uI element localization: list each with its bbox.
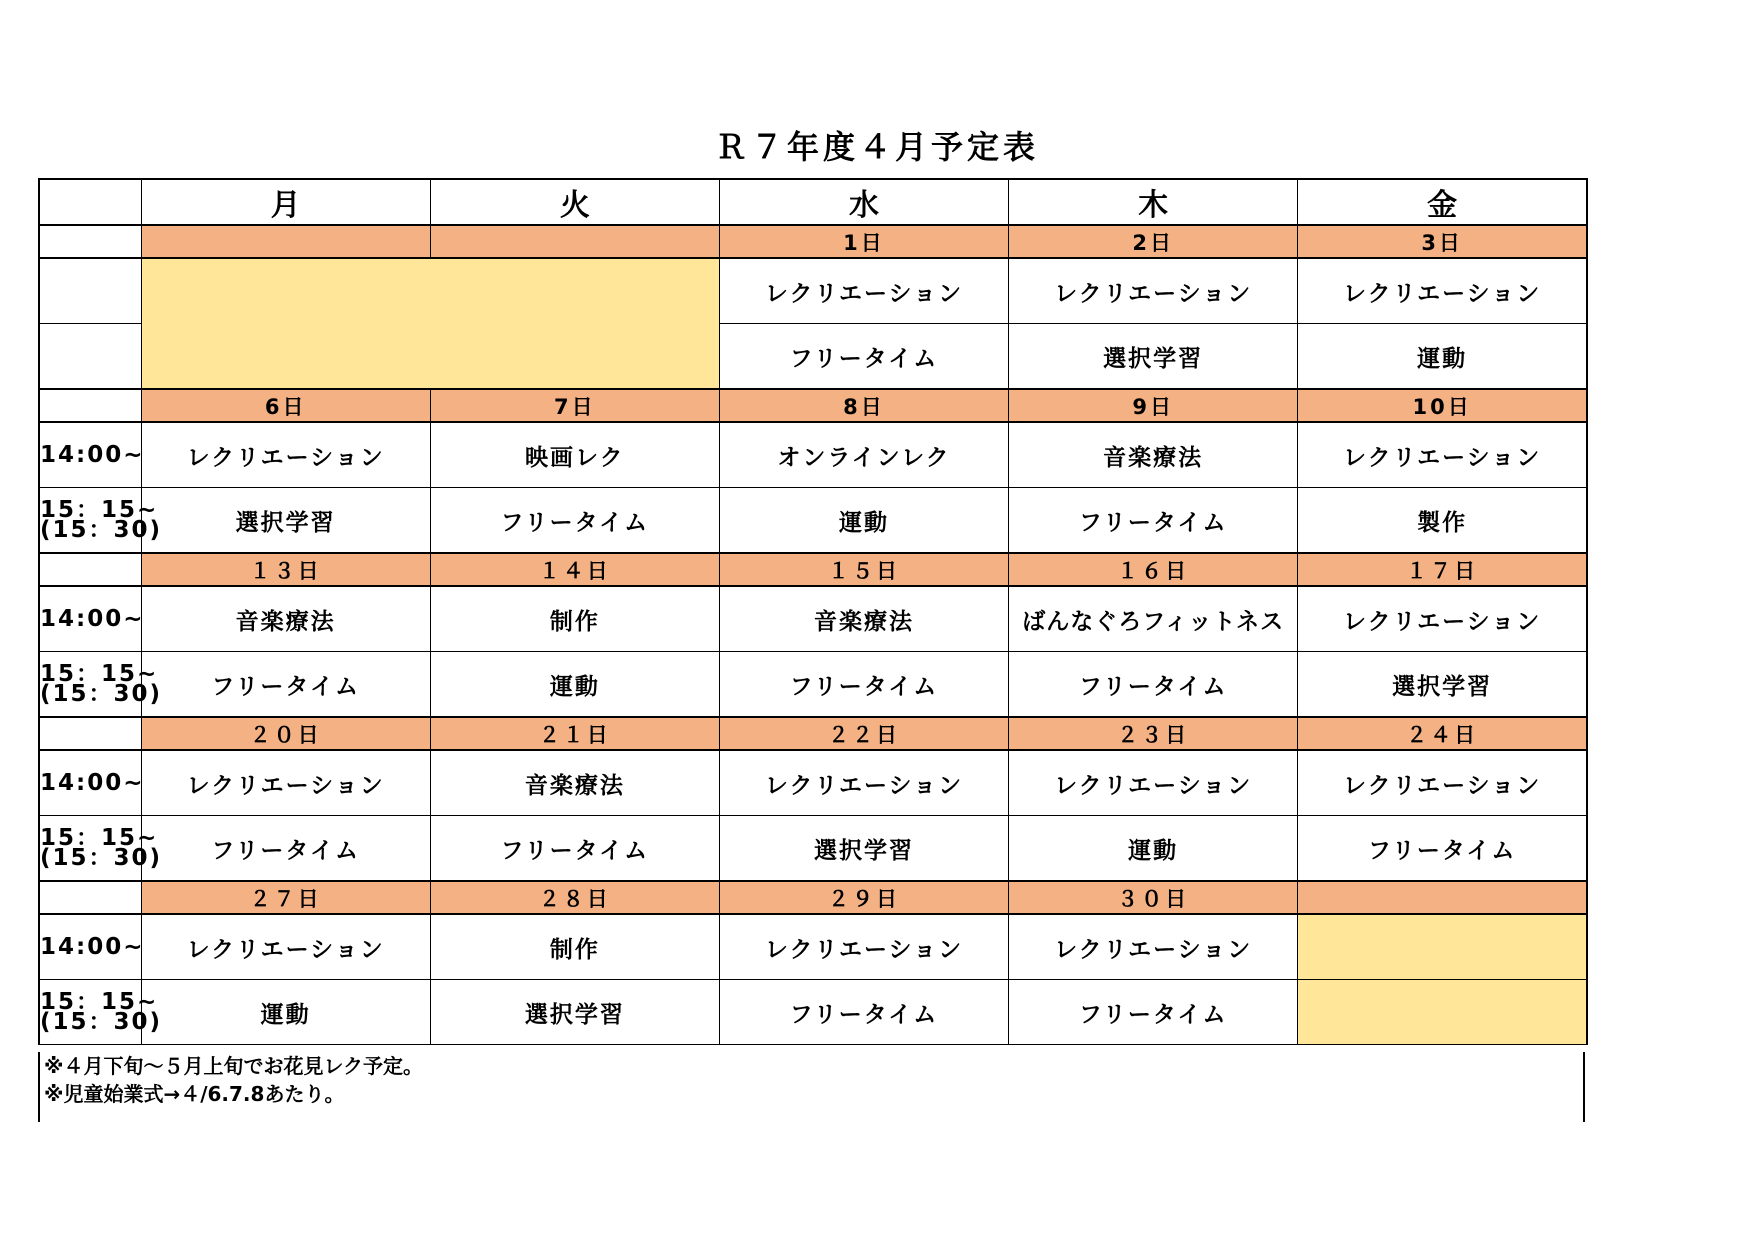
time-label: 14:00~ [39, 750, 141, 816]
activity-cell: レクリエーション [1009, 258, 1298, 324]
time-label [39, 816, 163, 882]
date-cell: １４日 [430, 553, 719, 586]
date-cell: 1日 [719, 225, 1008, 258]
note-line: ※４月下旬～５月上旬でお花見レク予定。 [44, 1054, 424, 1078]
date-cell: 6日 [141, 389, 430, 422]
weekday-wed: 水 [719, 179, 1008, 225]
date-cell: ２３日 [1009, 717, 1298, 750]
activity-row [39, 586, 1587, 652]
time-alt: (15：30) [40, 517, 163, 543]
activity-cell: フリータイム [141, 652, 430, 718]
no-school-cell [1298, 980, 1587, 1045]
time-blank [39, 881, 141, 914]
date-cell [430, 225, 719, 258]
date-cell: ３０日 [1009, 881, 1298, 914]
activity-row [39, 750, 1587, 816]
note-line: ※児童始業式→４/6.7.8あたり。 [44, 1082, 345, 1106]
date-cell: ２０日 [141, 717, 430, 750]
activity-row [39, 488, 1587, 554]
weekday-mon: 月 [141, 179, 430, 225]
activity-cell: レクリエーション [1298, 586, 1587, 652]
time-start: 15：15~ [40, 825, 159, 851]
time-blank [39, 225, 141, 258]
time-blank [39, 324, 141, 390]
activity-cell: 運動 [1009, 816, 1298, 882]
activity-cell: レクリエーション [141, 750, 430, 816]
activity-cell: レクリエーション [1298, 258, 1587, 324]
date-cell: １６日 [1009, 553, 1298, 586]
time-alt: (15：30) [40, 681, 163, 707]
time-start: 15：15~ [40, 497, 159, 523]
date-cell: 2日 [1009, 225, 1298, 258]
time-blank [39, 717, 141, 750]
no-school-cell [141, 258, 719, 389]
activity-cell: レクリエーション [1298, 750, 1587, 816]
date-cell: ２４日 [1298, 717, 1587, 750]
activity-cell: 制作 [430, 586, 719, 652]
activity-row [39, 914, 1587, 980]
time-start: 15：15~ [40, 661, 159, 687]
activity-cell: フリータイム [1009, 980, 1298, 1045]
activity-cell: 音楽療法 [141, 586, 430, 652]
date-cell: ２７日 [141, 881, 430, 914]
activity-cell: フリータイム [719, 980, 1008, 1045]
weekday-fri: 金 [1298, 179, 1587, 225]
activity-cell: フリータイム [430, 816, 719, 882]
time-start: 15：15~ [40, 989, 159, 1015]
activity-cell: ばんなぐろフィットネス [1009, 586, 1298, 652]
date-row [39, 553, 1587, 586]
time-label: 14:00~ [39, 586, 141, 652]
activity-row [39, 422, 1587, 488]
time-blank [39, 389, 141, 422]
activity-cell: フリータイム [1009, 652, 1298, 718]
activity-cell: 音楽療法 [1009, 422, 1298, 488]
activity-cell: フリータイム [719, 652, 1008, 718]
date-cell [141, 225, 430, 258]
time-alt: (15：30) [40, 845, 163, 871]
no-school-cell [1298, 914, 1587, 980]
date-cell: １３日 [141, 553, 430, 586]
page-title: Ｒ７年度４月予定表 [714, 128, 1039, 166]
activity-cell: 映画レク [430, 422, 719, 488]
activity-cell: 選択学習 [719, 816, 1008, 882]
date-row [39, 881, 1587, 914]
time-label: 14:00~ [39, 422, 141, 488]
date-cell: １５日 [719, 553, 1008, 586]
activity-cell: レクリエーション [1009, 914, 1298, 980]
activity-cell: 製作 [1298, 488, 1587, 554]
activity-cell: 選択学習 [141, 488, 430, 554]
notes-box [38, 1052, 1585, 1122]
time-label [39, 488, 163, 554]
date-cell: ２２日 [719, 717, 1008, 750]
date-cell: 10日 [1298, 389, 1587, 422]
activity-row [39, 816, 1587, 882]
activity-cell: フリータイム [1298, 816, 1587, 882]
time-label: 14:00~ [39, 914, 141, 980]
time-alt: (15：30) [40, 1009, 163, 1035]
time-label [39, 980, 163, 1045]
date-cell: 9日 [1009, 389, 1298, 422]
activity-cell: レクリエーション [141, 422, 430, 488]
schedule-table [38, 178, 1588, 1045]
activity-row [39, 980, 1587, 1045]
date-row [39, 717, 1587, 750]
date-cell: 3日 [1298, 225, 1587, 258]
activity-cell: 運動 [430, 652, 719, 718]
activity-cell: レクリエーション [1009, 750, 1298, 816]
activity-cell: フリータイム [719, 324, 1008, 390]
date-cell: 8日 [719, 389, 1008, 422]
activity-cell: 選択学習 [430, 980, 719, 1045]
activity-cell: フリータイム [1009, 488, 1298, 554]
activity-cell: 運動 [719, 488, 1008, 554]
activity-cell: レクリエーション [1298, 422, 1587, 488]
activity-cell: 選択学習 [1298, 652, 1587, 718]
time-blank [39, 258, 141, 324]
activity-row [39, 258, 1587, 324]
activity-cell: レクリエーション [719, 258, 1008, 324]
date-cell: ２１日 [430, 717, 719, 750]
activity-cell: 音楽療法 [430, 750, 719, 816]
time-label [39, 652, 163, 718]
date-cell: １７日 [1298, 553, 1587, 586]
weekday-thu: 木 [1009, 179, 1298, 225]
date-cell: ２８日 [430, 881, 719, 914]
activity-cell: フリータイム [141, 816, 430, 882]
activity-cell: 選択学習 [1009, 324, 1298, 390]
date-row [39, 225, 1587, 258]
activity-cell: 運動 [1298, 324, 1587, 390]
date-row [39, 389, 1587, 422]
activity-cell: 音楽療法 [719, 586, 1008, 652]
activity-cell: レクリエーション [719, 914, 1008, 980]
date-cell: 7日 [430, 389, 719, 422]
activity-cell: レクリエーション [141, 914, 430, 980]
weekday-header-row [39, 179, 1587, 225]
corner-cell [39, 179, 141, 225]
activity-cell: 運動 [141, 980, 430, 1045]
activity-cell: 制作 [430, 914, 719, 980]
date-cell: ２９日 [719, 881, 1008, 914]
activity-cell: レクリエーション [719, 750, 1008, 816]
activity-row [39, 652, 1587, 718]
date-cell [1298, 881, 1587, 914]
activity-cell: フリータイム [430, 488, 719, 554]
activity-cell: オンラインレク [719, 422, 1008, 488]
time-blank [39, 553, 141, 586]
weekday-tue: 火 [430, 179, 719, 225]
